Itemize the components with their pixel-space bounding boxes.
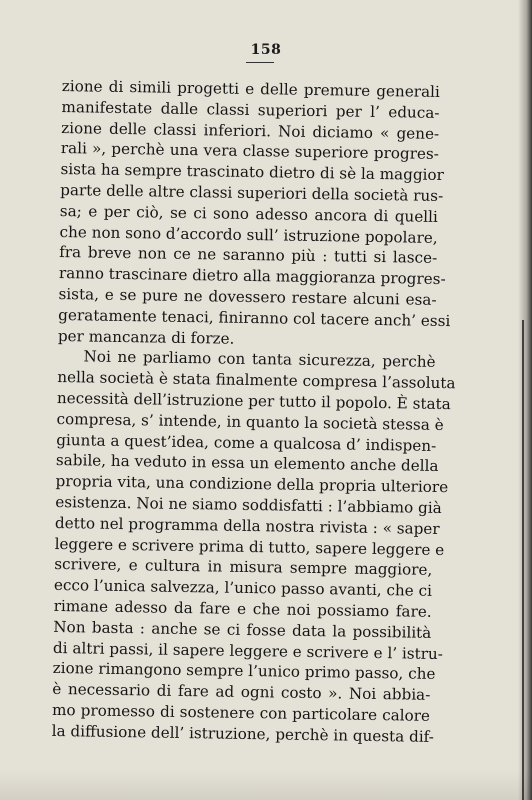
page-number-underline	[246, 62, 274, 63]
text-line: giunta a quest’idea, come a qualcosa d’ indispen-	[56, 430, 437, 455]
text-line: rali », perchè una vera classe superiore progres-	[60, 139, 439, 164]
paragraph-1	[57, 76, 451, 352]
page-number: 158	[250, 42, 282, 58]
text-line: Noi ne parliamo con tanta sicurezza, perchè	[83, 347, 436, 372]
text-line: zione delle classi inferiori. Noi diciamo « gene-	[61, 118, 440, 143]
text-line: sabile, ha veduto in essa un elemento anche della	[55, 451, 439, 476]
page-edge-line	[522, 320, 524, 800]
paragraph-2	[51, 346, 456, 747]
text-line: zione rimangono sempre l’unico primo passo, che	[52, 659, 436, 684]
text-line: leggere e scrivere prima di tutto, sapere leggere e	[54, 534, 445, 559]
text-line: esistenza. Noi ne siamo soddisfatti : l’abbiamo già	[55, 492, 442, 517]
text-line: sista ha sempre trascinato dietro di sè la maggior	[60, 160, 445, 185]
text-line: geratamente tenaci, finiranno col tacere anch’ essi	[58, 305, 451, 330]
body-text	[51, 76, 456, 747]
text-line: fra breve non ce ne saranno più : tutti si lasce-	[59, 243, 438, 268]
page-bottom-shadow	[0, 770, 532, 800]
text-line: per mancanza di forze.	[57, 326, 235, 348]
text-line: ecco l’unica salvezza, l’unico passo avanti, che ci	[53, 576, 433, 600]
page-right-edge-shadow	[518, 0, 532, 800]
text-line: parte delle altre classi superiori della società rus-	[60, 180, 444, 205]
text-line: sa; e per ciò, se ci sono adesso ancora di quelli	[59, 201, 438, 226]
text-line: sista, e se pure ne dovessero restare alcuni esa-	[58, 284, 437, 309]
text-line: detto nel programma della nostra rivista : « saper	[54, 513, 440, 538]
text-line: mo promesso di sostenere con particolare calore	[51, 700, 431, 725]
text-line: zione di simili progetti e delle premure generali	[61, 76, 440, 101]
text-line: nella società è stata finalmente compresa l’assoluta	[57, 368, 456, 393]
text-line: rimane adesso da fare e che noi possiamo fare.	[53, 596, 432, 621]
text-line: è necessario di fare ad ogni costo ». Noi abbia-	[52, 680, 431, 704]
text-line: necessità dell’istruzione per tutto il popolo. È stata	[56, 388, 451, 414]
text-line: Non basta : anche se ci fosse data la possibilità	[53, 617, 432, 642]
text-line: manifestate dalle classi superiori per l’ educa-	[61, 97, 440, 122]
text-line: propria vita, una condizione della propria ulteriore	[55, 472, 449, 497]
text-line: la diffusione dell’ istruzione, perchè in questa dif-	[51, 721, 434, 746]
text-line: che non sono d’accordo sull’ istruzione popolare,	[59, 222, 438, 247]
text-line: ranno trascinare dietro alla maggioranza progres-	[58, 264, 446, 289]
text-line: compresa, s’ intende, in quanto la società stessa è	[56, 409, 444, 434]
text-line: di altri passi, il sapere leggere e scrivere e l’ istru-	[52, 638, 444, 663]
text-line: scrivere, e cultura in misura sempre maggiore,	[54, 555, 433, 580]
